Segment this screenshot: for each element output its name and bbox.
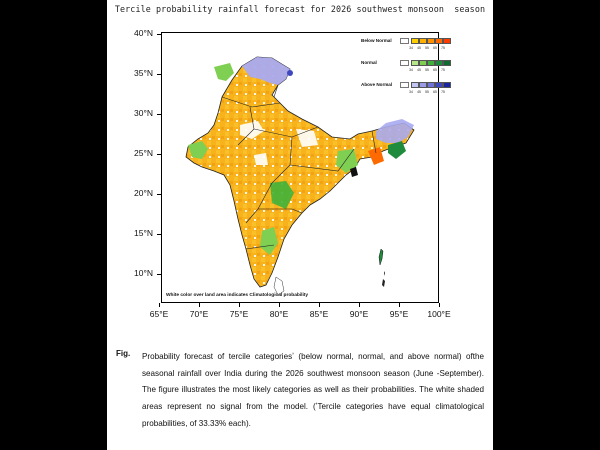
legend-tick-label: 45 <box>417 90 421 94</box>
forecast-map <box>161 32 445 303</box>
legend-tick-label: 75 <box>441 46 445 50</box>
map-title: Tercile probability rainfall forecast for 2026 southwest monsoon season <box>114 4 486 14</box>
legend-color-swatch <box>435 60 443 66</box>
legend-tick-label: 34 <box>409 90 413 94</box>
legend-category-label: Above Normal <box>361 82 393 87</box>
longitude-label: 75°E <box>229 309 249 319</box>
longitude-label: 70°E <box>189 309 209 319</box>
legend-tick-label: 65 <box>433 90 437 94</box>
longitude-label: 80°E <box>269 309 289 319</box>
legend-tick-label: 75 <box>441 68 445 72</box>
legend-climatology-swatch <box>400 38 409 44</box>
latitude-label: 25°N <box>134 148 153 158</box>
longitude-label: 85°E <box>309 309 329 319</box>
legend-color-swatch <box>443 38 451 44</box>
longitude-label: 95°E <box>389 309 409 319</box>
legend-climatology-swatch <box>400 60 409 66</box>
andaman-islands <box>379 249 383 265</box>
legend-color-swatch <box>411 60 419 66</box>
legend-tick-label: 45 <box>417 46 421 50</box>
latitude-label: 35°N <box>134 68 153 78</box>
legend-color-swatch <box>419 38 427 44</box>
legend-color-swatch <box>411 82 419 88</box>
legend-row <box>361 82 445 100</box>
map-note: White color over land area indicates Climatological probability <box>166 293 309 298</box>
figure-sheet <box>107 0 493 450</box>
longitude-tick <box>439 303 440 307</box>
legend-color-swatch <box>443 82 451 88</box>
longitude-label: 65°E <box>149 309 169 319</box>
latitude-label: 15°N <box>134 228 153 238</box>
legend-color-swatch <box>443 60 451 66</box>
legend-color-swatch <box>419 82 427 88</box>
legend-tick-label: 75 <box>441 90 445 94</box>
legend-tick-label: 65 <box>433 46 437 50</box>
legend-color-swatch <box>427 82 435 88</box>
legend-climatology-swatch <box>400 82 409 88</box>
legend-tick-label: 34 <box>409 68 413 72</box>
legend-category-label: Normal <box>361 60 377 65</box>
legend-color-swatch <box>435 38 443 44</box>
legend-tick-label: 55 <box>425 68 429 72</box>
figure-label: Fig. <box>116 349 131 358</box>
longitude-tick <box>159 303 160 307</box>
legend-color-swatch <box>427 38 435 44</box>
latitude-label: 10°N <box>134 268 153 278</box>
figure-caption: Probability forecast of tercile categoriesʼ (below normal, normal, and above normal) ofthe seasonal rainfall over India during the 2026 southwest monsoon season (June -September). The figure illustrates the most likely categories as well as their probabilities. The white shaded areas represent no signal from the model. (ʼTercile categories have equal climatological probabilities, of 33.33% each). <box>142 352 484 428</box>
legend-row <box>361 60 445 78</box>
normal-northwest-region <box>214 63 234 81</box>
map-legend <box>361 38 445 96</box>
longitude-label: 100°E <box>427 309 451 319</box>
legend-color-swatch <box>427 60 435 66</box>
latitude-label: 30°N <box>134 108 153 118</box>
legend-category-label: Below Normal <box>361 38 392 43</box>
legend-tick-label: 55 <box>425 90 429 94</box>
legend-tick-label: 45 <box>417 68 421 72</box>
legend-tick-label: 65 <box>433 68 437 72</box>
latitude-label: 20°N <box>134 188 153 198</box>
legend-color-swatch <box>435 82 443 88</box>
legend-tick-label: 34 <box>409 46 413 50</box>
latitude-label: 40°N <box>134 28 153 38</box>
longitude-label: 90°E <box>349 309 369 319</box>
legend-row <box>361 38 445 56</box>
nicobar-islands <box>382 279 385 287</box>
legend-color-swatch <box>419 60 427 66</box>
legend-color-swatch <box>411 38 419 44</box>
legend-tick-label: 55 <box>425 46 429 50</box>
